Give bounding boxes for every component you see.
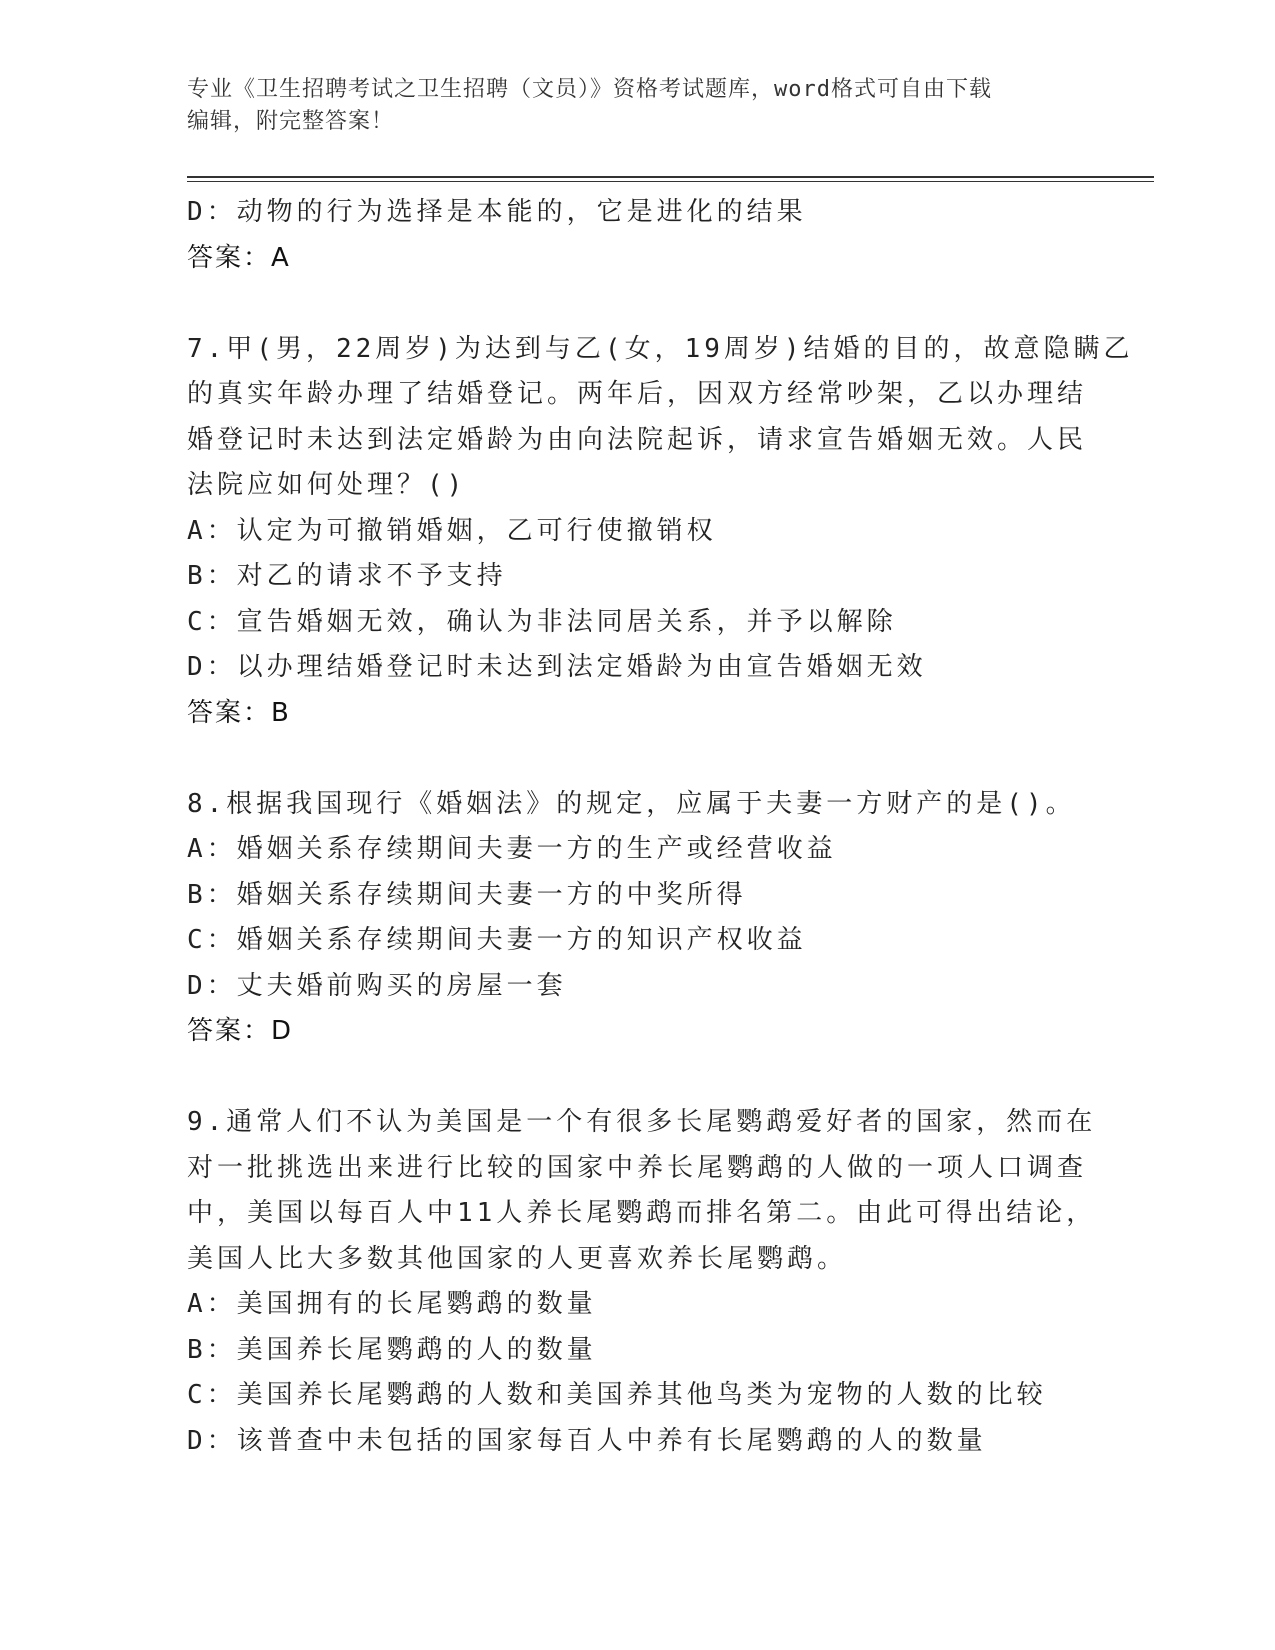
question-content xyxy=(187,190,1134,1464)
question-8-option-a: A：婚姻关系存续期间夫妻一方的生产或经营收益 xyxy=(187,834,837,864)
question-8-option-c: C：婚姻关系存续期间夫妻一方的知识产权收益 xyxy=(187,925,807,955)
question-9-option-c: C：美国养长尾鹦鹉的人数和美国养其他鸟类为宠物的人数的比较 xyxy=(187,1380,1047,1410)
header-line-1: 专业《卫生招聘考试之卫生招聘（文员）》资格考试题库，word格式可自由下载 xyxy=(187,77,992,102)
question-8 xyxy=(187,782,1087,1055)
header-divider-thick xyxy=(187,176,1154,178)
question-7-answer: 答案：B xyxy=(187,697,291,728)
question-8-option-d: D：丈夫婚前购买的房屋一套 xyxy=(187,970,567,1001)
question-9-stem-line: 9.通常人们不认为美国是一个有很多长尾鹦鹉爱好者的国家，然而在 xyxy=(187,1107,1097,1137)
question-8-answer: 答案：D xyxy=(187,1016,294,1046)
spacer xyxy=(187,736,1087,782)
question-9-option-b: B：美国养长尾鹦鹉的人的数量 xyxy=(187,1334,597,1365)
question-7 xyxy=(187,327,1134,737)
page-header xyxy=(187,74,1087,138)
question-9-stem-line: 美国人比大多数其他国家的人更喜欢养长尾鹦鹉。 xyxy=(187,1243,848,1274)
question-9-option-d: D：该普查中未包括的国家每百人中养有长尾鹦鹉的人的数量 xyxy=(187,1425,987,1456)
question-7-option-c: C：宣告婚姻无效，确认为非法同居关系，并予以解除 xyxy=(187,606,897,637)
question-7-option-b: B：对乙的请求不予支持 xyxy=(187,561,507,591)
question-8-stem-line: 8.根据我国现行《婚姻法》的规定，应属于夫妻一方财产的是()。 xyxy=(187,788,1076,819)
question-7-stem-line: 婚登记时未达到法定婚龄为由向法院起诉，请求宣告婚姻无效。人民 xyxy=(187,424,1088,455)
question-7-stem-line: 法院应如何处理？() xyxy=(187,470,467,500)
spacer xyxy=(187,281,1087,327)
question-9-stem-line: 对一批挑选出来进行比较的国家中养长尾鹦鹉的人做的一项人口调查 xyxy=(187,1152,1088,1183)
question-9-stem-line: 中，美国以每百人中11人养长尾鹦鹉而排名第二。由此可得出结论， xyxy=(187,1198,1097,1228)
prev-option-d: D：动物的行为选择是本能的，它是进化的结果 xyxy=(187,197,807,227)
question-7-option-d: D：以办理结婚登记时未达到法定婚龄为由宣告婚姻无效 xyxy=(187,652,927,682)
question-9 xyxy=(187,1100,1097,1464)
question-8-option-b: B：婚姻关系存续期间夫妻一方的中奖所得 xyxy=(187,879,747,910)
header-line-2: 编辑，附完整答案！ xyxy=(187,109,395,134)
question-7-option-a: A：认定为可撤销婚姻，乙可行使撤销权 xyxy=(187,515,717,546)
spacer xyxy=(187,1055,1087,1101)
question-7-stem-line: 的真实年龄办理了结婚登记。两年后，因双方经常吵架，乙以办理结 xyxy=(187,379,1088,409)
question-9-option-a: A：美国拥有的长尾鹦鹉的数量 xyxy=(187,1289,597,1319)
header-divider-thin xyxy=(187,181,1154,182)
prev-answer: 答案：A xyxy=(187,242,291,273)
question-7-stem-line: 7.甲(男，22周岁)为达到与乙(女，19周岁)结婚的目的，故意隐瞒乙 xyxy=(187,333,1134,364)
